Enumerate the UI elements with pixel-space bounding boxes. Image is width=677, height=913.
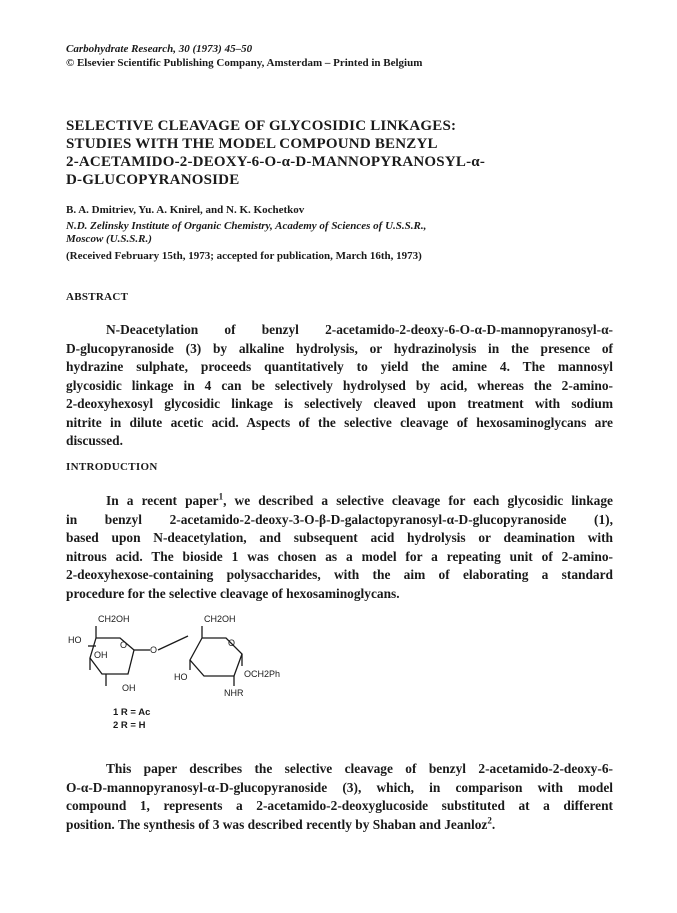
introduction-line: 2-deoxyhexose-containing polysaccharides, with the aim of elaborating a standard <box>66 567 613 582</box>
body-line <box>66 816 613 835</box>
introduction-line: nitrous acid. The bioside 1 was chosen as a model for a repeating unit of 2-amino- <box>66 548 613 564</box>
title-line-4: D-GLUCOPYRANOSIDE <box>66 172 240 188</box>
right-ring-bonds <box>190 626 242 676</box>
introduction-text <box>66 492 613 603</box>
publisher-line: © Elsevier Scientific Publishing Company, Amsterdam – Printed in Belgium <box>66 57 423 69</box>
title-line-1: SELECTIVE CLEAVAGE OF GLYCOSIDIC LINKAGES: <box>66 118 457 134</box>
affiliation-line-2: Moscow (U.S.S.R.) <box>66 233 152 245</box>
introduction-line: based upon N-deacetylation, and subsequent acid hydrolysis or deamination with <box>66 530 613 545</box>
reference-2: 2 <box>487 815 492 826</box>
link-bond-right <box>158 636 188 650</box>
body-line: O-α-D-mannopyranosyl-α-D-glucopyranoside (3), which, in comparison with model <box>66 779 613 795</box>
introduction-line: in benzyl 2-acetamido-2-deoxy-3-O-β-D-galactopyranosyl-α-D-glucopyranoside (1), <box>66 511 613 527</box>
affiliation-line-1: N.D. Zelinsky Institute of Organic Chemistry, Academy of Sciences of U.S.S.R., <box>66 220 427 232</box>
abstract-line: nitrite in dilute acetic acid. Aspects of the selective cleavage of hexosaminoglycans are <box>66 414 613 430</box>
abstract-line: 2-deoxyhexosyl glycosidic linkage is selectively cleaved upon treatment with sodium <box>66 396 613 411</box>
paper-title <box>66 117 626 189</box>
body-line: This paper describes the selective cleavage of benzyl 2-acetamido-2-deoxy-6- <box>106 761 613 776</box>
label-och2ph: OCH2Ph <box>244 669 281 679</box>
label-o-ring-right: O <box>228 638 236 648</box>
label-ho-right: HO <box>174 672 188 682</box>
disaccharide-structure <box>66 608 326 748</box>
abstract-line: N-Deacetylation of benzyl 2-acetamido-2-deoxy-6-O-α-D-mannopyranosyl-α- <box>106 322 613 337</box>
authors: B. A. Dmitriev, Yu. A. Knirel, and N. K. Kochetkov <box>66 204 305 216</box>
abstract-line: discussed. <box>66 433 123 448</box>
intro-line-1-pre: In a recent paper <box>106 493 219 508</box>
abstract-heading: ABSTRACT <box>66 291 129 303</box>
compound-2: 2 R = H <box>113 720 146 731</box>
introduction-heading: INTRODUCTION <box>66 461 158 473</box>
label-nhr: NHR <box>224 688 244 698</box>
journal-header <box>66 42 626 70</box>
right-ring <box>190 626 242 686</box>
label-ho-top: HO <box>68 635 82 645</box>
label-o-link: O <box>150 645 158 655</box>
abstract-text <box>66 321 613 451</box>
abstract-line: glycosidic linkage in 4 can be selectively hydrolysed by acid, whereas the 2-amino- <box>66 377 613 393</box>
introduction-line: procedure for the selective cleavage of hexosaminoglycans. <box>66 585 400 601</box>
title-line-3: 2-ACETAMIDO-2-DEOXY-6-O-α-D-MANNOPYRANOSYL-α- <box>66 154 486 170</box>
label-ch2oh-right: CH2OH <box>204 614 236 624</box>
compound-labels <box>113 706 150 732</box>
body-line-4-pre: position. The synthesis of 3 was described recently by Shaban and Jeanloz <box>66 816 488 832</box>
label-oh-bottom: OH <box>122 683 136 693</box>
body-line: compound 1, represents a 2-acetamido-2-deoxyglucoside substituted at a different <box>66 798 613 813</box>
body-line-4-post: . <box>491 816 496 832</box>
body-text <box>66 760 613 834</box>
abstract-line: hydrazine sulphate, proceeds quantitatively to yield the amine 4. The mannosyl <box>66 359 613 374</box>
received-dates: (Received February 15th, 1973; accepted for publication, March 16th, 1973) <box>66 250 422 262</box>
label-o-ring-left: O <box>120 640 128 650</box>
abstract-line: D-glucopyranoside (3) by alkaline hydrolysis, or hydrazinolysis in the presence of <box>66 340 613 356</box>
reference-1: 1 <box>218 491 224 502</box>
label-oh-ring: OH <box>94 650 108 660</box>
intro-line-1-post: , we described a selective cleavage for each glycosidic linkage <box>223 493 614 508</box>
journal-citation: Carbohydrate Research, 30 (1973) 45–50 <box>66 43 253 55</box>
compound-1: 1 R = Ac <box>113 707 151 718</box>
introduction-line <box>66 492 613 511</box>
label-ch2oh-left: CH2OH <box>98 614 130 624</box>
affiliation <box>66 220 626 246</box>
title-line-2: STUDIES WITH THE MODEL COMPOUND BENZYL <box>66 136 438 152</box>
